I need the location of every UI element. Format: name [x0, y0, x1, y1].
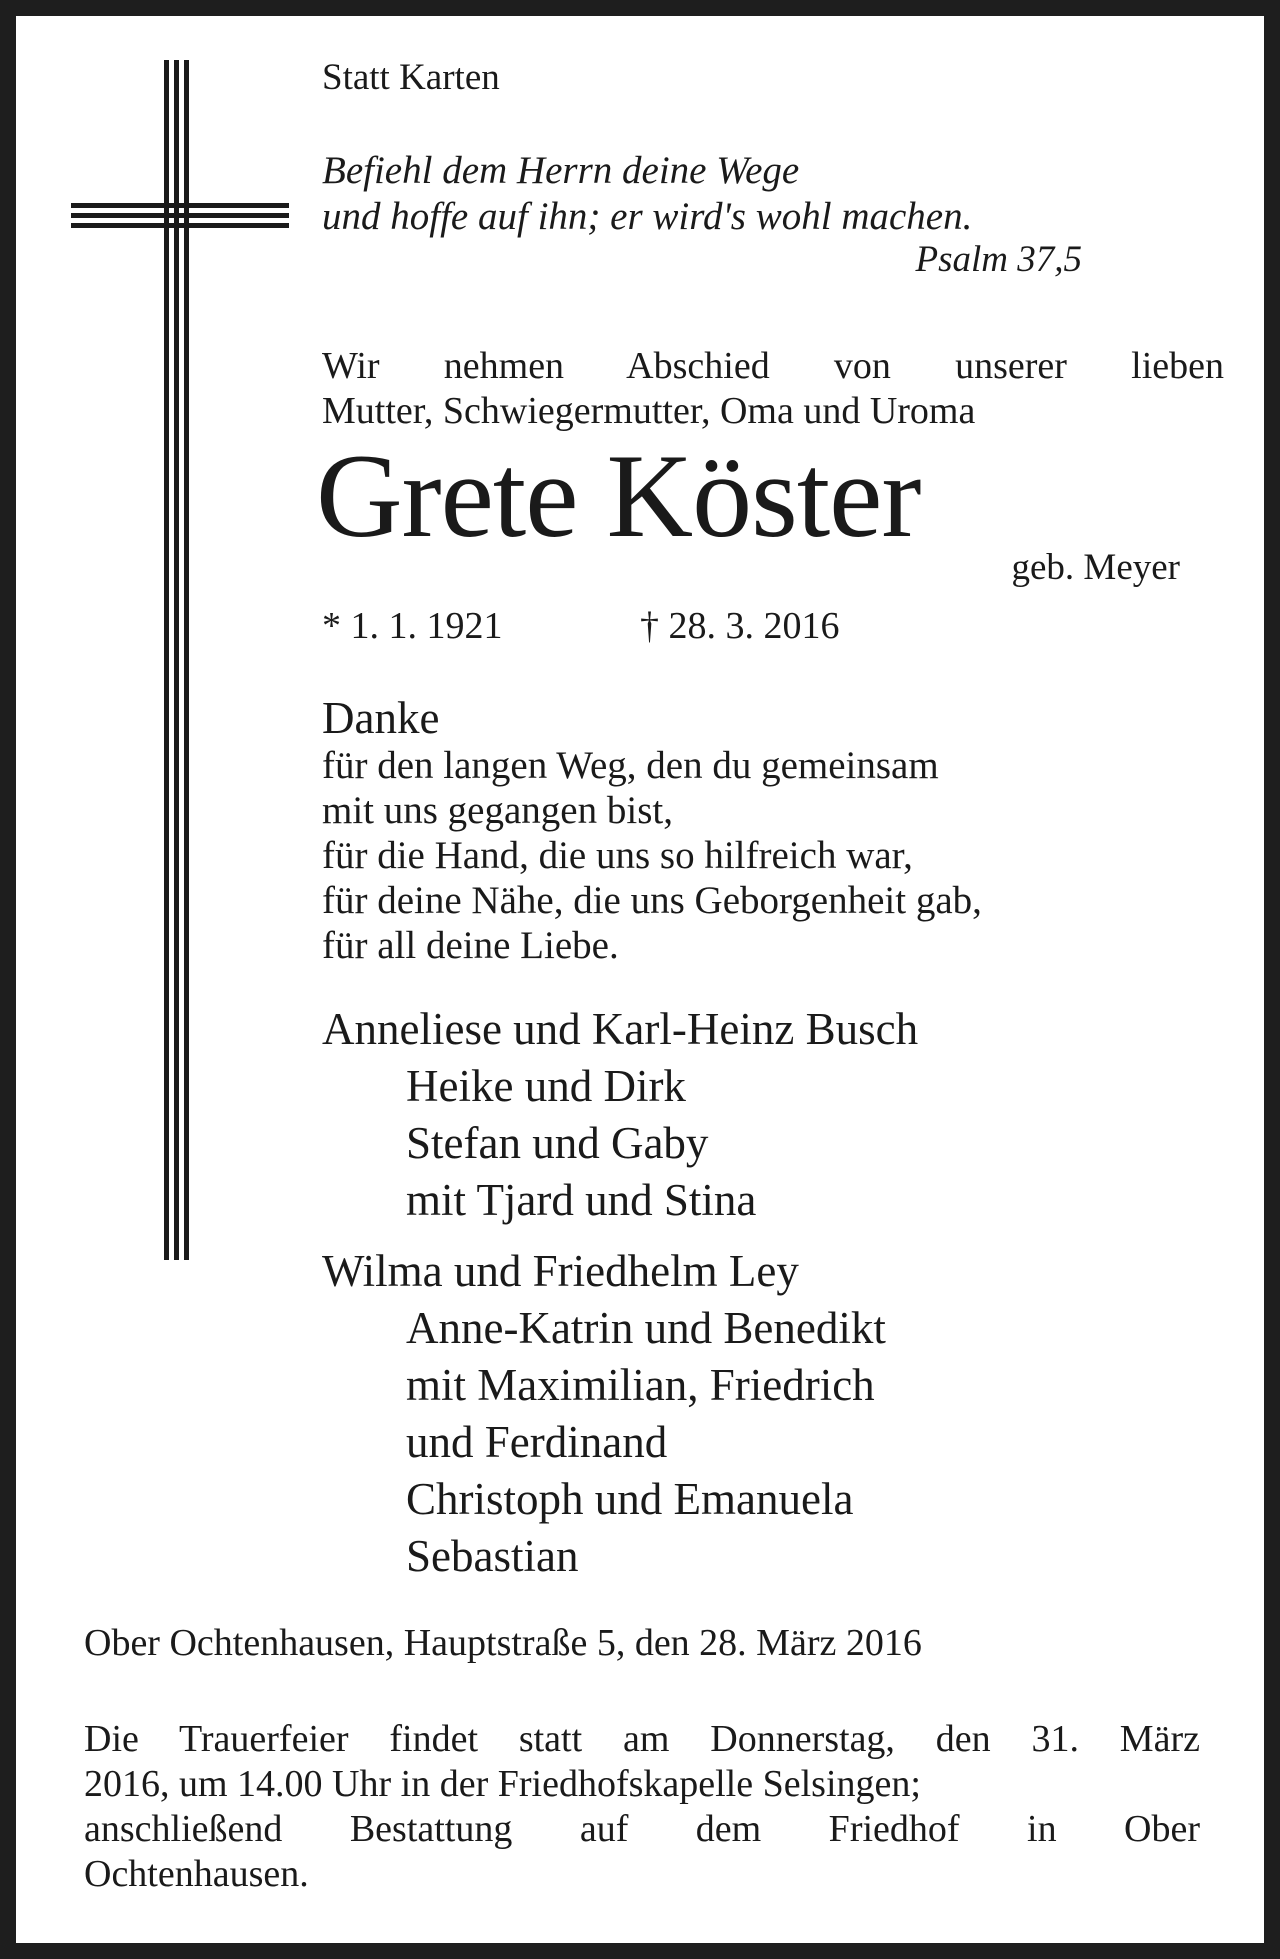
thanks-line: für die Hand, die uns so hilfreich war, [322, 834, 913, 877]
thanks-line: für den langen Weg, den du gemeinsam [322, 744, 939, 787]
thanks-heading: Danke [322, 693, 440, 743]
ceremony-line: Ochtenhausen. [84, 1853, 309, 1895]
family-member: Stefan und Gaby [406, 1118, 709, 1168]
ceremony-line: 2016, um 14.00 Uhr in der Friedhofskapelle Selsingen; [84, 1763, 921, 1805]
family-member: Anne-Katrin und Benedikt [406, 1303, 886, 1353]
family-member: mit Tjard und Stina [406, 1175, 757, 1225]
maiden-name: geb. Meyer [1011, 547, 1180, 588]
death-date: † 28. 3. 2016 [640, 605, 840, 647]
family-head: Wilma und Friedhelm Ley [322, 1246, 799, 1296]
ceremony-line: Die Trauerfeier findet statt am Donnerstag, den 31. März [84, 1718, 1200, 1760]
intro-line-1: Wir nehmen Abschied von unserer lieben [322, 345, 1224, 387]
obituary-notice [16, 16, 1264, 1943]
thanks-line: für all deine Liebe. [322, 924, 619, 967]
family-member: mit Maximilian, Friedrich [406, 1360, 875, 1410]
deceased-name: Grete Köster [316, 429, 921, 562]
statt-karten-label: Statt Karten [322, 57, 500, 98]
family-member: Heike und Dirk [406, 1061, 686, 1111]
family-member: Christoph und Emanuela [406, 1474, 854, 1524]
cross-icon [16, 16, 316, 1276]
verse-line-1: Befiehl dem Herrn deine Wege [322, 149, 800, 192]
address-date-line: Ober Ochtenhausen, Hauptstraße 5, den 28. März 2016 [84, 1622, 922, 1664]
family-head: Anneliese und Karl-Heinz Busch [322, 1004, 919, 1054]
family-member: und Ferdinand [406, 1417, 668, 1467]
verse-line-2: und hoffe auf ihn; er wird's wohl machen. [322, 195, 973, 238]
ceremony-line: anschließend Bestattung auf dem Friedhof in Ober [84, 1808, 1200, 1850]
verse-reference: Psalm 37,5 [915, 239, 1082, 280]
birth-date: * 1. 1. 1921 [322, 605, 503, 647]
thanks-line: mit uns gegangen bist, [322, 789, 673, 832]
thanks-line: für deine Nähe, die uns Geborgenheit gab, [322, 879, 982, 922]
intro-line-2: Mutter, Schwiegermutter, Oma und Uroma [322, 390, 976, 432]
family-member: Sebastian [406, 1531, 579, 1581]
